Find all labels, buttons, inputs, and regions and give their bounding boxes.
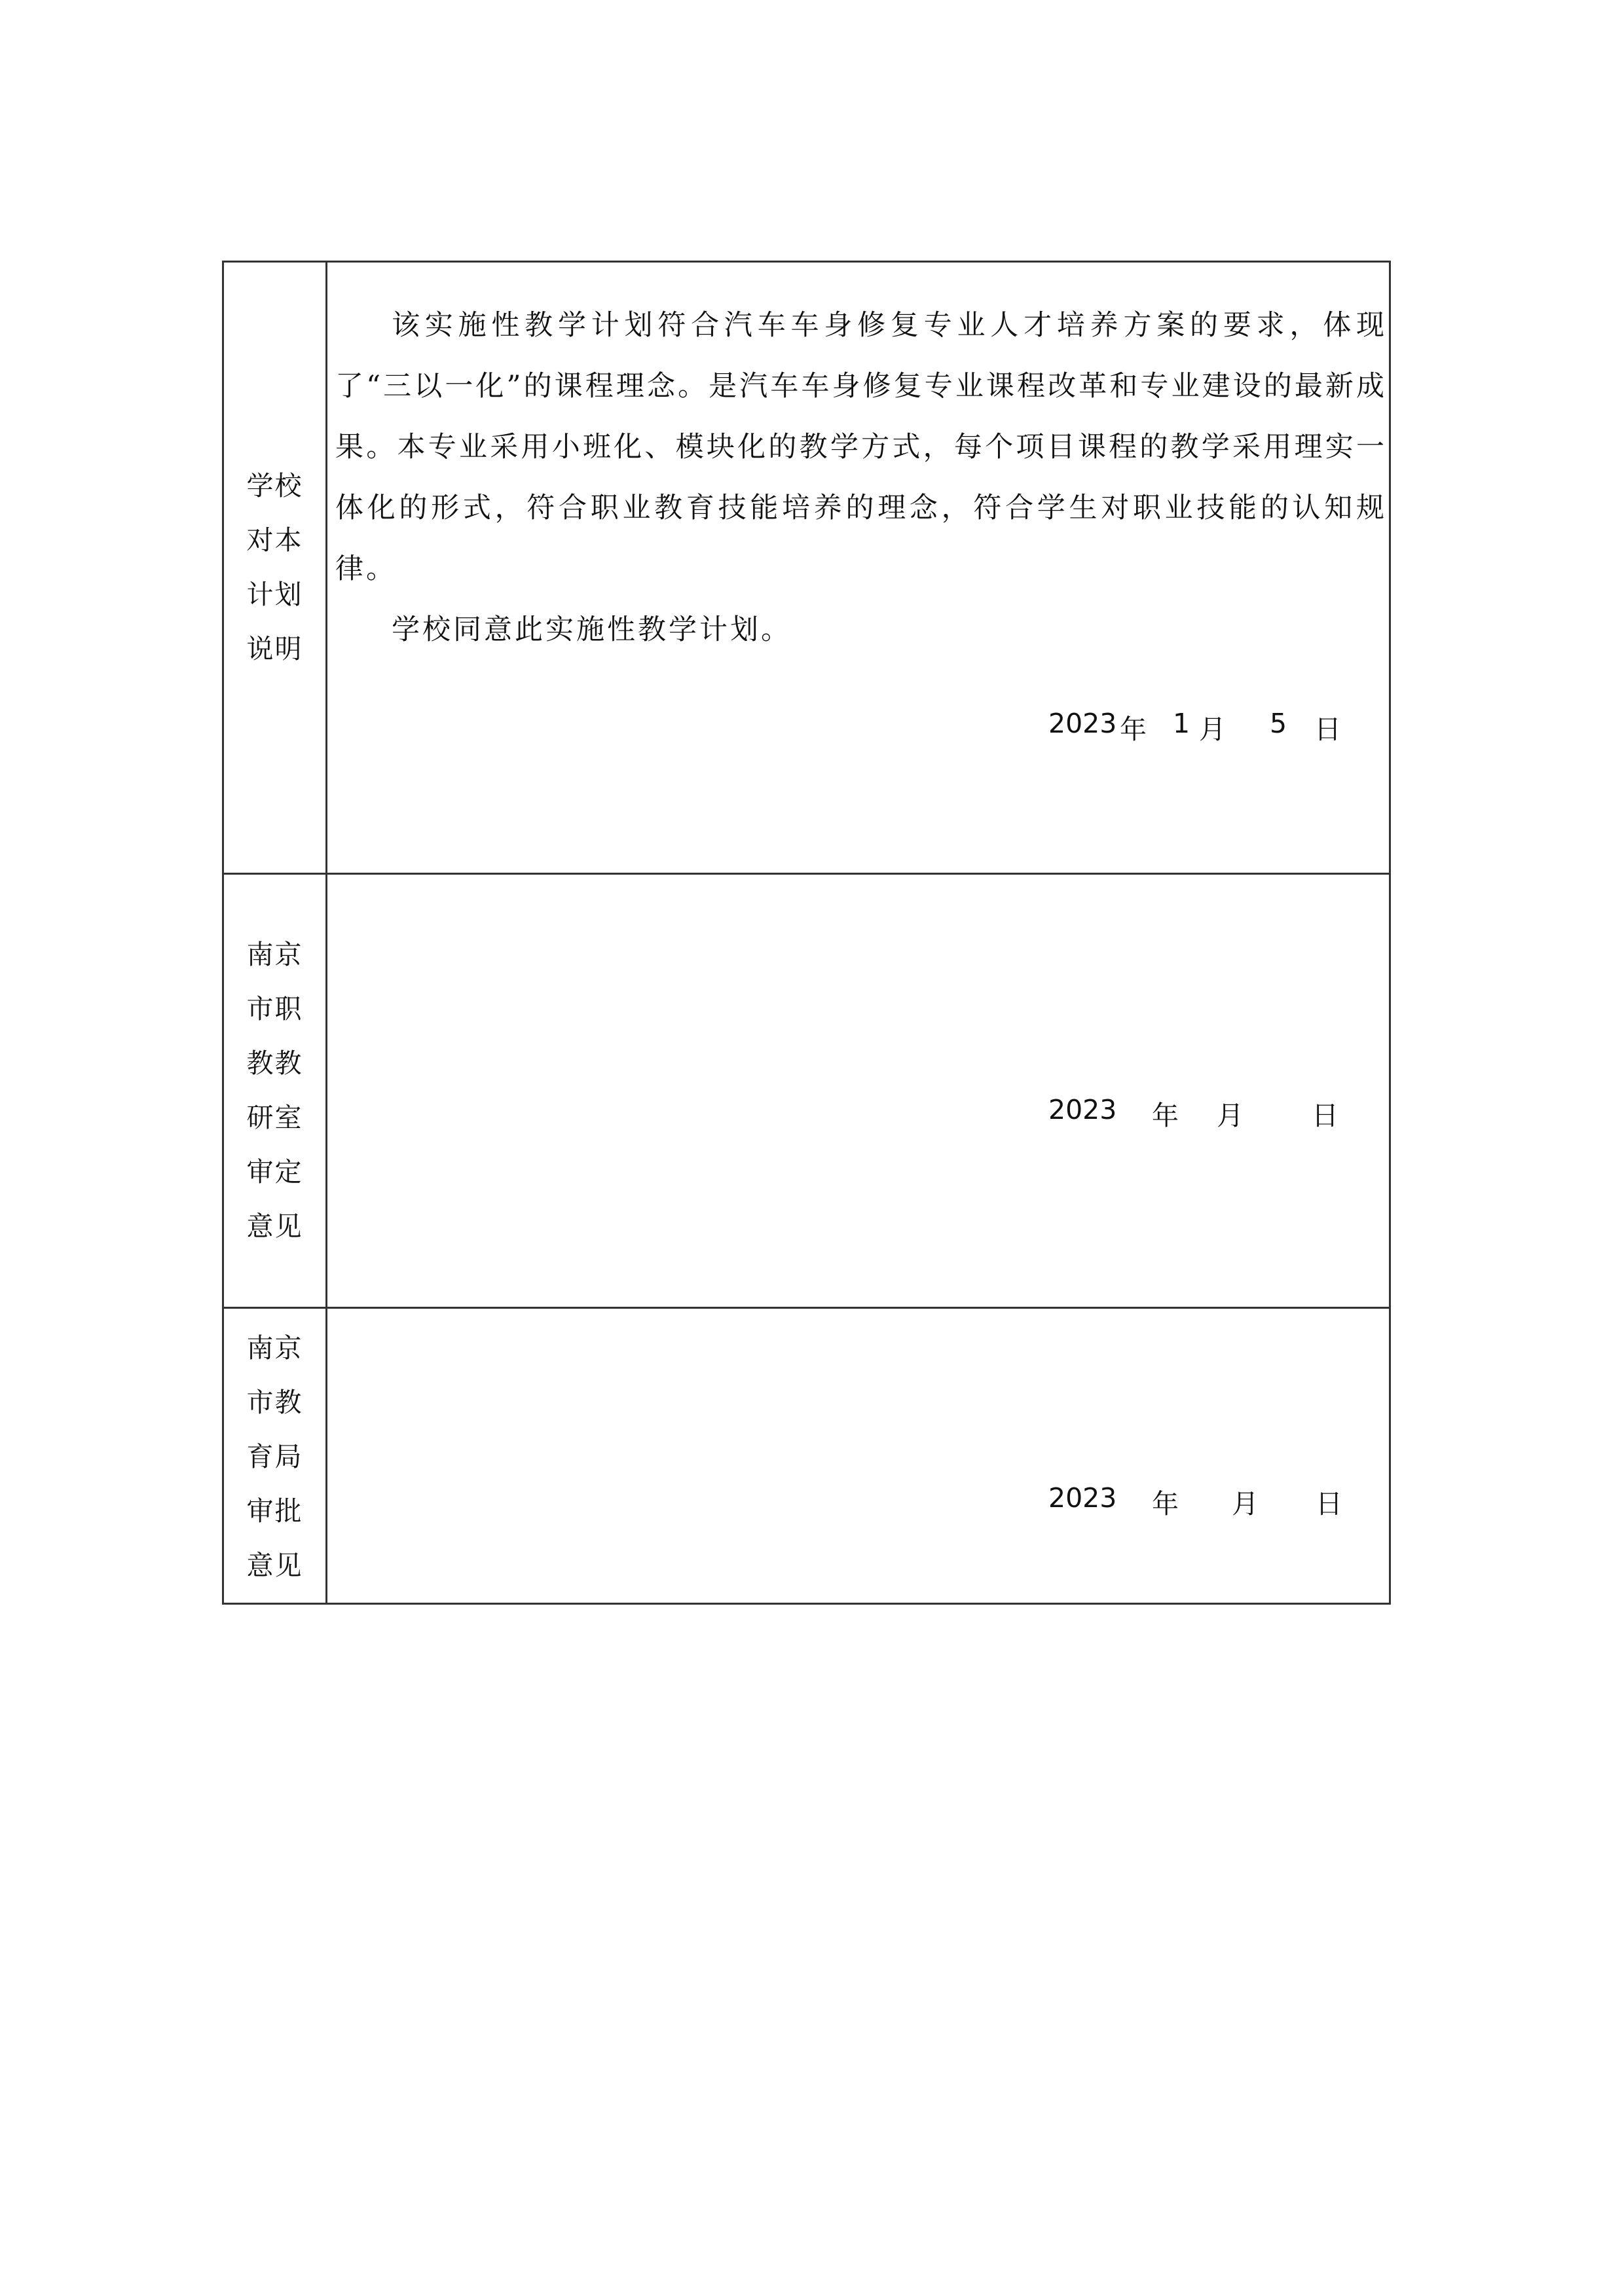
- bureau-content-cell: [327, 1309, 1389, 1605]
- bureau-date-year: 2023: [1048, 1482, 1117, 1514]
- bureau-row: [224, 1309, 1389, 1605]
- school-date-year-unit: 年: [1120, 714, 1147, 745]
- school-date-day-unit: 日: [1314, 714, 1341, 745]
- bureau-label: 南京市教育局审批意见: [246, 1332, 303, 1581]
- research-date-day-unit: 日: [1312, 1100, 1338, 1131]
- research-row: [224, 875, 1389, 1309]
- research-date: [1048, 1094, 1363, 1131]
- school-paragraph-2: 学校同意此实施性教学计划。: [392, 613, 792, 646]
- bureau-date: [1048, 1482, 1363, 1520]
- bureau-date-year-unit: 年: [1152, 1488, 1179, 1520]
- research-label: 南京市职教教研室审定意见: [246, 939, 303, 1242]
- school-label: 学校对本计划说明: [246, 470, 303, 665]
- school-paragraph-1: 该实施性教学计划符合汽车车身修复专业人才培养方案的要求，体现了“三以一化”的课程理念。是汽车车身修复专业课程改革和专业建设的最新成果。本专业采用小班化、模块化的教学方式，每个项目课程的教学采用理实一体化的形式，符合职业教育技能培养的理念，符合学生对职业技能的认知规律。: [335, 309, 1387, 585]
- research-date-month-unit: 月: [1217, 1100, 1244, 1131]
- school-date-month: 1: [1173, 708, 1190, 739]
- school-row: [224, 263, 1389, 875]
- school-content-cell: [327, 263, 1389, 873]
- school-date-month-unit: 月: [1199, 714, 1226, 745]
- research-date-year: 2023: [1048, 1094, 1117, 1125]
- school-date: [1048, 708, 1363, 745]
- school-label-cell: [224, 263, 327, 873]
- bureau-date-month-unit: 月: [1232, 1488, 1259, 1520]
- bureau-date-day-unit: 日: [1316, 1488, 1342, 1520]
- research-content-cell: [327, 875, 1389, 1307]
- school-date-day: 5: [1270, 708, 1287, 739]
- approval-table: [222, 261, 1391, 1605]
- school-date-year: 2023: [1048, 708, 1117, 739]
- research-date-year-unit: 年: [1152, 1100, 1179, 1131]
- bureau-label-cell: [224, 1309, 327, 1605]
- research-label-cell: [224, 875, 327, 1307]
